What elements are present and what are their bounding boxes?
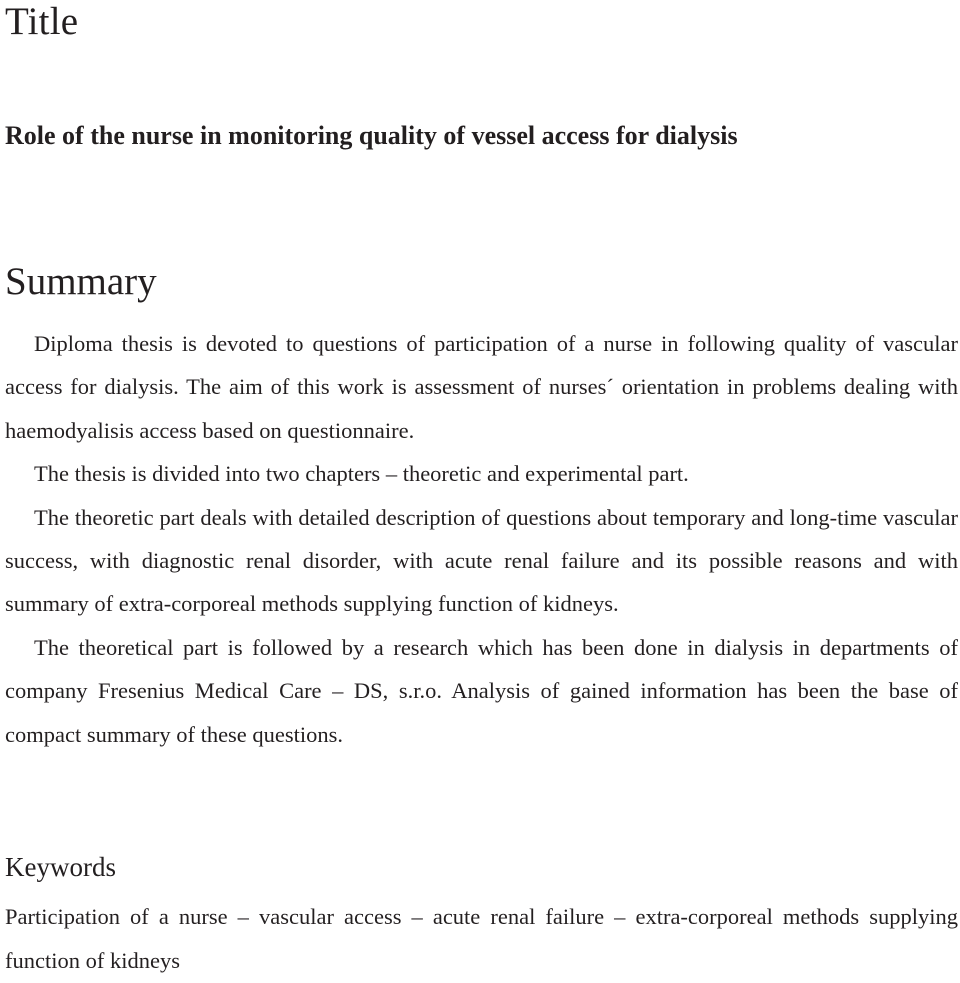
keywords-text: Participation of a nurse – vascular access – acute renal failure – extra-corporeal methods supplying function of kidneys bbox=[5, 904, 958, 973]
summary-paragraph: Diploma thesis is devoted to questions of participation of a nurse in following quality of vascular access for dialysis. The aim of this work is assessment of nurses´ orientation in problems dealing with haemodyalisis access based on questionnaire. bbox=[5, 331, 958, 443]
summary-paragraph: The thesis is divided into two chapters – theoretic and experimental part. bbox=[34, 461, 689, 487]
summary-body bbox=[5, 322, 958, 756]
summary-heading: Summary bbox=[5, 260, 157, 303]
keywords-heading: Keywords bbox=[5, 852, 116, 882]
summary-paragraph: The theoretical part is followed by a research which has been done in dialysis in departments of company Fresenius Medical Care – DS, s.r.o. Analysis of gained information has been the base of compact summary of these questions. bbox=[5, 634, 958, 747]
title-heading: Title bbox=[5, 0, 79, 43]
document-title: Role of the nurse in monitoring quality of vessel access for dialysis bbox=[5, 121, 738, 150]
summary-paragraph: The theoretic part deals with detailed description of questions about temporary and long-time vascular success, with diagnostic renal disorder, with acute renal failure and its possible reasons and with summary of extra-corporeal methods supplying function of kidneys. bbox=[5, 504, 958, 617]
